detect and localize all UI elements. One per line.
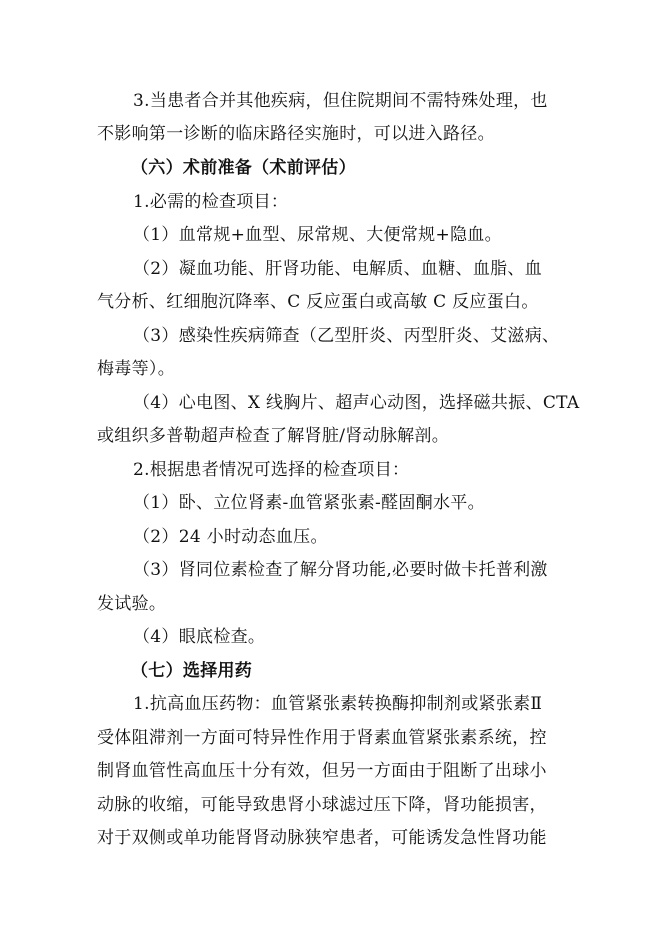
- paragraph-line: 对于双侧或单功能肾肾动脉狭窄患者，可能诱发急性肾功能: [97, 828, 547, 848]
- paragraph-line: 1.必需的检查项目：: [133, 192, 289, 212]
- paragraph-line: 气分析、红细胞沉降率、C 反应蛋白或高敏 C 反应蛋白。: [97, 292, 539, 312]
- paragraph-line: （2）24 小时动态血压。: [133, 527, 328, 547]
- section-heading-medication: （七）选择用药: [131, 661, 253, 681]
- paragraph-line: （3）肾同位素检查了解分肾功能,必要时做卡托普利激: [133, 560, 548, 580]
- paragraph-line: 梅毒等）。: [97, 359, 175, 379]
- paragraph-line: 制肾血管性高血压十分有效，但另一方面由于阻断了出球小: [97, 761, 547, 781]
- section-heading-preop: （六）术前准备（术前评估）: [131, 158, 356, 178]
- paragraph-line: （1）血常规+血型、尿常规、大便常规+隐血。: [133, 225, 502, 245]
- paragraph-line: 1.抗高血压药物：血管紧张素转换酶抑制剂或紧张素Ⅱ: [133, 694, 543, 714]
- paragraph-line: 发试验。: [97, 594, 167, 614]
- paragraph-line: 3.当患者合并其他疾病，但住院期间不需特殊处理，也: [133, 91, 548, 111]
- paragraph-line: （1）卧、立位肾素-血管紧张素-醛固酮水平。: [133, 493, 485, 513]
- paragraph-line: （3）感染性疾病筛查（乙型肝炎、丙型肝炎、艾滋病、: [133, 326, 560, 346]
- paragraph-line: 2.根据患者情况可选择的检查项目：: [133, 460, 410, 480]
- paragraph-line: （2）凝血功能、肝肾功能、电解质、血糖、血脂、血: [133, 259, 543, 279]
- paragraph-line: 不影响第一诊断的临床路径实施时，可以进入路径。: [97, 124, 495, 144]
- paragraph-line: （4）眼底检查。: [133, 627, 266, 647]
- paragraph-line: 或组织多普勒超声检查了解肾脏/肾动脉解剖。: [97, 426, 450, 446]
- paragraph-line: 受体阻滞剂一方面可特异性作用于肾素血管紧张素系统，控: [97, 728, 547, 748]
- paragraph-line: （4）心电图、X 线胸片、超声心动图，选择磁共振、CTA: [133, 393, 580, 413]
- paragraph-line: 动脉的收缩，可能导致患肾小球滤过压下降，肾功能损害，: [97, 795, 547, 815]
